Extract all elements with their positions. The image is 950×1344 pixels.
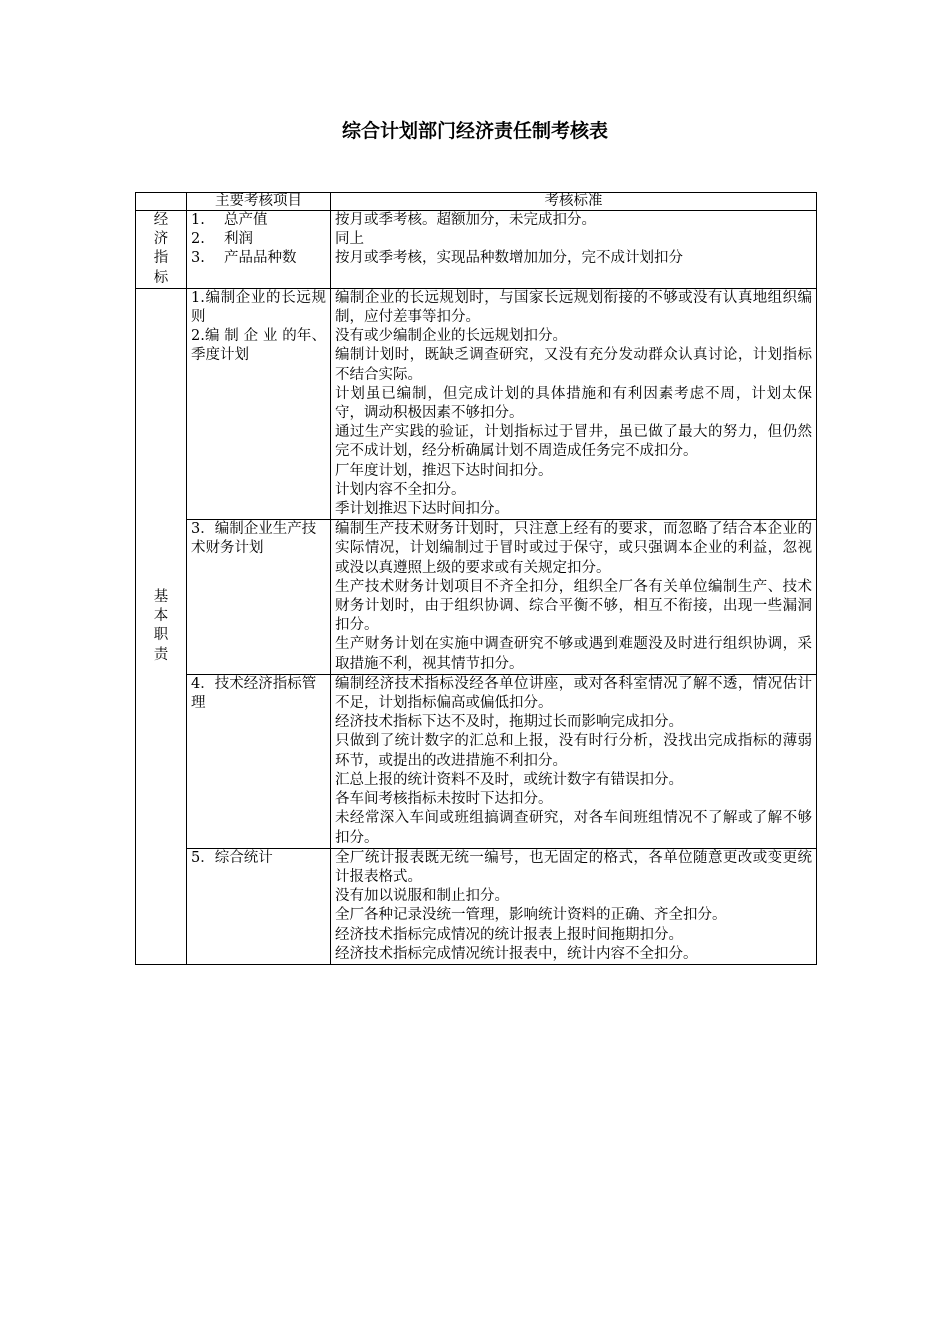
items-econ bbox=[187, 211, 331, 289]
list-item: 3. 产品品种数 bbox=[191, 250, 297, 267]
standard-line: 通过生产实践的验证，计划指标过于冒井，虽已做了最大的努力，但仍然完不成计划，经分析确属计划不周造成任务完不成扣分。 bbox=[335, 424, 812, 460]
standard-line: 只做到了统计数字的汇总和上报，没有时行分析，没找出完成指标的薄弱环节，或提出的改进措施不利扣分。 bbox=[335, 733, 812, 769]
standard-line: 编制生产技术财务计划时，只注意上经有的要求，而忽略了结合本企业的实际情况，计划编制过于冒时或过于保守，或只强调本企业的利益，忽视或没以真遵照上级的要求或有关规定扣分。 bbox=[335, 521, 812, 576]
standard-line: 各车间考核指标未按时下达扣分。 bbox=[335, 791, 553, 808]
standard-line: 未经常深入车间或班组搞调查研究，对各车间班组情况不了解或了解不够扣分。 bbox=[335, 810, 812, 846]
standard-line: 汇总上报的统计资料不及时，或统计数字有错误扣分。 bbox=[335, 771, 683, 788]
standard-line: 编制计划时，既缺乏调查研究，又没有充分发动群众认真讨论，计划指标不结合实际。 bbox=[335, 347, 812, 383]
standard-line: 计划内容不全扣分。 bbox=[335, 481, 466, 498]
standard-line: 同上 bbox=[335, 231, 364, 248]
items-basic-4 bbox=[187, 848, 331, 964]
table-row-basic-2 bbox=[136, 520, 817, 675]
standard-line: 经济技术指标下达不及时，拖期过长而影响完成扣分。 bbox=[335, 714, 683, 731]
standard-line: 全厂统计报表既无统一编号，也无固定的格式，各单位随意更改或变更统计报表格式。 bbox=[335, 849, 812, 885]
standard-line: 没有加以说服和制止扣分。 bbox=[335, 888, 509, 905]
items-basic-2 bbox=[187, 520, 331, 675]
list-item: 5．综合统计 bbox=[191, 849, 273, 866]
category-label: 基本职责 bbox=[153, 588, 169, 663]
standard-line: 按月或季考核，实现品种数增加加分，完不成计划扣分 bbox=[335, 250, 683, 267]
standard-line: 经济技术指标完成情况的统计报表上报时间拖期扣分。 bbox=[335, 926, 683, 943]
standard-line: 编制企业的长远规划时，与国家长远规划衔接的不够或没有认真地组织编制，应付差事等扣分。 bbox=[335, 289, 812, 326]
list-item: 4．技术经济指标管理 bbox=[191, 675, 317, 712]
list-item: 1. 总产值 bbox=[191, 212, 268, 228]
standards-basic-2 bbox=[331, 520, 817, 675]
header-row bbox=[136, 193, 817, 211]
standards-basic-4 bbox=[331, 848, 817, 964]
category-label: 经济指标 bbox=[153, 212, 169, 286]
standards-basic-3 bbox=[331, 674, 817, 848]
page-title: 综合计划部门经济责任制考核表 bbox=[341, 120, 608, 142]
standards-econ bbox=[331, 211, 817, 289]
standard-line: 生产财务计划在实施中调查研究不够或遇到难题没及时进行组织协调，采取措施不利，视其情节扣分。 bbox=[335, 636, 812, 672]
table-row-basic-3 bbox=[136, 674, 817, 848]
list-item: 3．编制企业生产技术财务计划 bbox=[191, 521, 317, 557]
items-basic-1 bbox=[187, 288, 331, 519]
header-category bbox=[136, 193, 187, 211]
standard-line: 季计划推迟下达时间扣分。 bbox=[335, 501, 509, 518]
standard-line: 生产技术财务计划项目不齐全扣分，组织全厂各有关单位编制生产、技术财务计划时，由于组织协调、综合平衡不够，相互不衔接，出现一些漏洞扣分。 bbox=[335, 578, 812, 634]
items-basic-3 bbox=[187, 674, 331, 848]
table-row-basic-4 bbox=[136, 848, 817, 964]
standard-line: 全厂各种记录没统一管理，影响统计资料的正确、齐全扣分。 bbox=[335, 907, 727, 924]
table-row-basic-1 bbox=[136, 288, 817, 519]
header-items: 主要考核项目 bbox=[187, 193, 331, 211]
category-econ bbox=[136, 211, 187, 289]
list-item: 2. 利润 bbox=[191, 231, 253, 248]
table-row-econ bbox=[136, 211, 817, 289]
standard-line: 按月或季考核。超额加分，未完成扣分。 bbox=[335, 212, 596, 228]
list-item: 1.编制企业的长远规则 bbox=[191, 289, 326, 326]
standard-line: 经济技术指标完成情况统计报表中，统计内容不全扣分。 bbox=[335, 945, 698, 962]
standard-line: 计划虽已编制，但完成计划的具体措施和有利因素考虑不周，计划太保守，调动积极因素不够扣分。 bbox=[335, 385, 812, 422]
list-item: 2.编 制 企 业 的年、季度计划 bbox=[191, 328, 326, 364]
assessment-table bbox=[135, 192, 817, 965]
standard-line: 没有或少编制企业的长远规划扣分。 bbox=[335, 328, 567, 345]
category-basic bbox=[136, 288, 187, 964]
standards-basic-1 bbox=[331, 288, 817, 519]
header-standards: 考核标准 bbox=[331, 193, 817, 211]
standard-line: 厂年度计划，推迟下达时间扣分。 bbox=[335, 462, 553, 479]
standard-line: 编制经济技术指标没经各单位讲座，或对各科室情况了解不透，情况估计不足，计划指标偏高或偏低扣分。 bbox=[335, 675, 812, 712]
